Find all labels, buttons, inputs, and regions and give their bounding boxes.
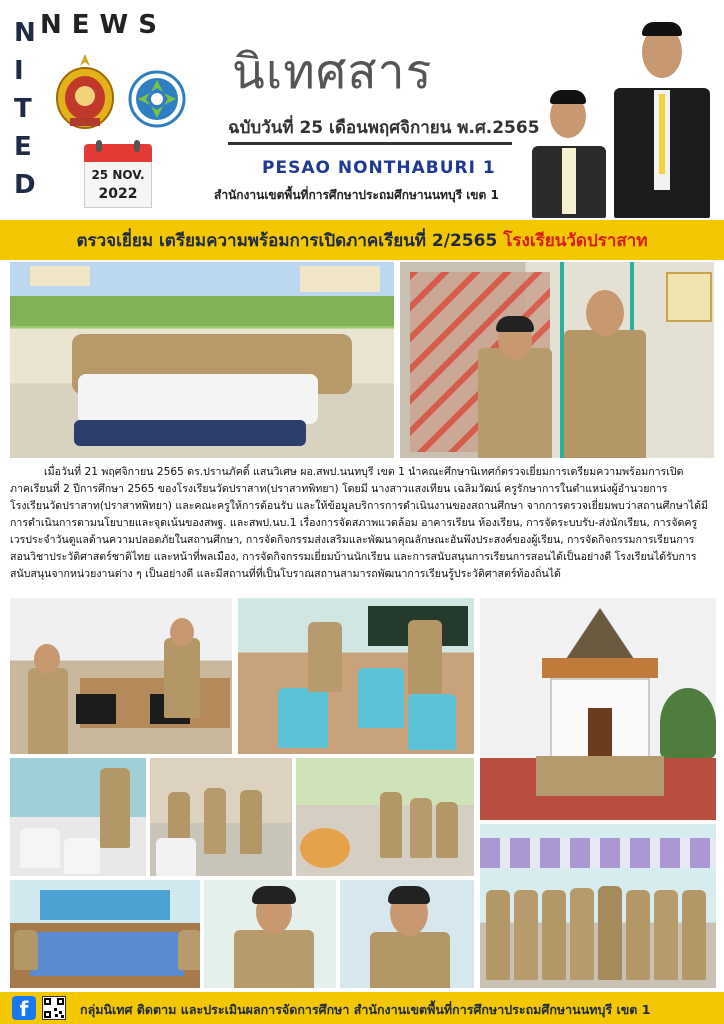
calendar-ring-icon	[134, 140, 140, 152]
calendar-icon	[84, 144, 152, 162]
obec-emblem-icon	[52, 52, 118, 130]
office-th: สำนักงานเขตพื้นที่การศึกษาประถมศึกษานนทบุรี เขต 1	[214, 188, 499, 202]
photo-walkway	[148, 756, 294, 878]
nited-letter: D	[14, 170, 36, 200]
title-underline	[228, 142, 512, 145]
page-title: นิเทศสาร	[232, 44, 433, 100]
photo-group-teachers	[478, 822, 718, 990]
article-line: โรงเรียนวัดปราสาท(ปราสาทพิทยา) และคณะครูให้การต้อนรับ และให้ข้อมูลบริการการดำเนินงานของสถานศึกษา จากการตรวจเยี่ยมพบว่าสถานศึกษาได้มี	[10, 500, 708, 512]
photo-group-students	[8, 260, 396, 460]
headline-banner	[0, 220, 724, 260]
calendar-badge	[84, 140, 152, 210]
article-line: ภาคเรียนที่ 2 ปีการศึกษา 2565 ของโรงเรียนวัดปราสาท(ปราสาทพิทยา) โดยมี นางสาวแสงเทียน เฉลิมวัฒน์ ครูรักษาการในตำแหน่งผู้อำนวยการ	[10, 483, 668, 495]
news-letter: W	[99, 10, 129, 40]
photo-outdoor-left	[8, 756, 148, 878]
news-letter: S	[138, 10, 157, 40]
photo-classroom	[236, 596, 476, 756]
issue-date: ฉบับวันที่ 25 เดือนพฤศจิกายน พ.ศ.2565	[228, 118, 540, 138]
news-letter: N	[40, 10, 62, 40]
header	[0, 0, 724, 218]
photo-computer-lab	[8, 596, 234, 756]
office-en: PESAO NONTHABURI 1	[262, 158, 496, 178]
news-letter: E	[71, 10, 90, 40]
facebook-icon[interactable]	[12, 996, 36, 1020]
photo-teacher-right	[338, 878, 476, 990]
article-body	[10, 464, 714, 583]
headline-school: โรงเรียนวัดปราสาท	[503, 230, 648, 251]
article-line: เวรประจำวันดูแลด้านความปลอดภัยในสถานศึกษา, การจัดกิจกรรมส่งเสริมและพัฒนาคุณลักษณะอันพึงประสงค์ของผู้เรียน, การจัดกิจกรรมการเรียนการ	[10, 534, 695, 546]
officials-photo	[528, 18, 724, 218]
calendar-ring-icon	[96, 140, 102, 152]
footer-bar	[0, 992, 724, 1024]
facebook-letter: f	[19, 997, 29, 1021]
calendar-year: 2022	[98, 186, 138, 202]
article-line: เมื่อวันที่ 21 พฤศจิกายน 2565 ดร.ปรานภัคดิ์ แสนวิเศษ ผอ.สพป.นนทบุรี เขต 1 นำคณะศึกษานิเทศก์ตรวจเยี่ยมการเตรียมความพร้อมการเปิด	[44, 466, 684, 478]
calendar-date: 25 NOV.	[91, 168, 145, 182]
footer-text: กลุ่มนิเทศ ติดตาม และประเมินผลการจัดการศึกษา สำนักงานเขตพื้นที่การศึกษาประถมศึกษานนทบุรี เขต 1	[80, 1002, 651, 1017]
photo-temple	[478, 596, 718, 822]
headline-text: ตรวจเยี่ยม เตรียมความพร้อมการเปิดภาคเรียนที่ 2/2565	[76, 230, 498, 251]
nited-letter: E	[14, 132, 32, 162]
qr-code-icon[interactable]	[42, 996, 66, 1020]
nited-letters	[14, 20, 36, 198]
photo-teacher-left	[202, 878, 338, 990]
article-line: สอนวิชาประวัติศาสตร์ชาติไทย และหน้าที่พลเมือง, การจัดกิจกรรมเยี่ยมบ้านนักเรียน และการสนับสนุนการเรียนการสอนได้เป็นอย่างดี โรงเรียนได้รับการ	[10, 551, 697, 563]
nited-letter: N	[14, 18, 36, 48]
nited-letter: T	[14, 94, 32, 124]
esa-logo-icon	[128, 70, 186, 128]
article-line: สนับสนุนจากหน่วยงานต่าง ๆ เป็นอย่างดี และมีสถานที่ที่เป็นโบราณสถานสามารถพัฒนาการเรียนรู้ประวัติศาสตร์ท้องถิ่นได้	[10, 568, 561, 580]
news-letters	[40, 12, 157, 38]
article-line: การดำเนินการตามนโยบายและจุดเน้นของสพฐ. และสพป.นบ.1 เรื่องการจัดสภาพแวดล้อม อาคารเรียน ห้องเรียน, การจัดระบบรับ-ส่งนักเรียน, การจัดครู	[10, 517, 698, 529]
photo-playground	[294, 756, 476, 878]
photo-meeting-room	[8, 878, 202, 990]
nited-letter: I	[14, 56, 24, 86]
photo-visit-stairs	[398, 260, 716, 460]
